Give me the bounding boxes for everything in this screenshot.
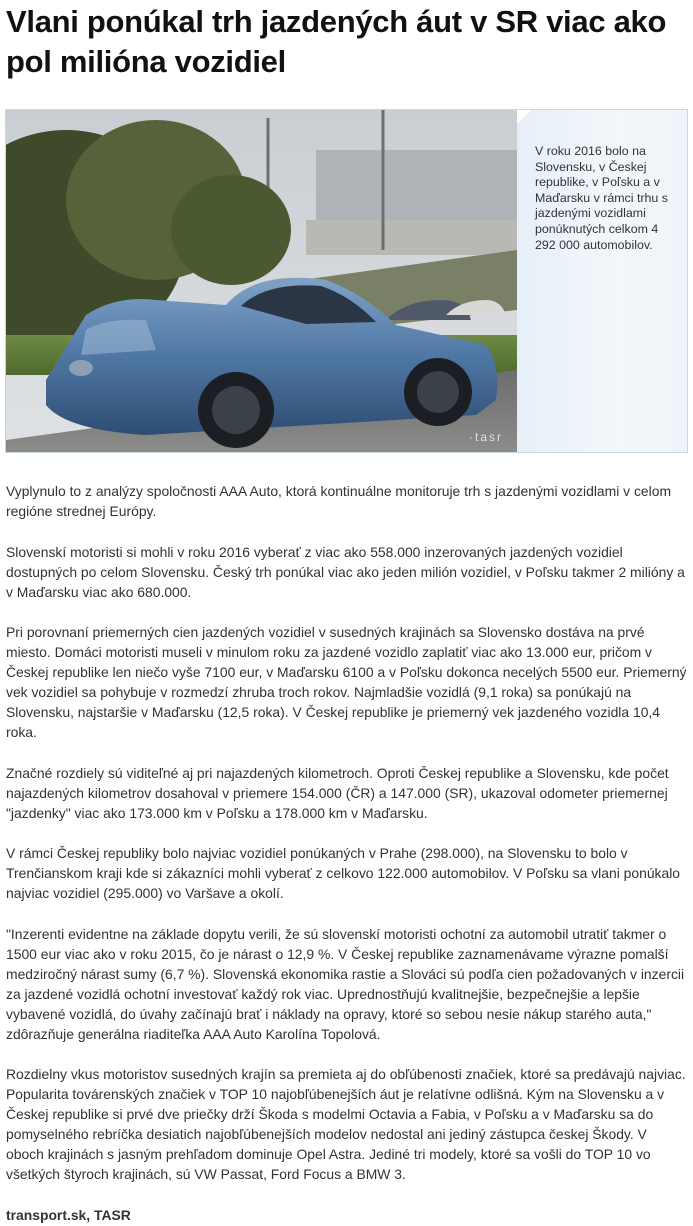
article-paragraph: Slovenskí motoristi si mohli v roku 2016 vyberať z viac ako 558.000 inzerovaných jazdených vozidiel dostupných po celom Slovensku. Český trh ponúkal viac ako jeden milión vozidiel, v Poľsku takmer 2 milióny a v Maďarsku viac ako 680.000. <box>6 543 685 600</box>
article-paragraph: Pri porovnaní priemerných cien jazdených vozidiel v susedných krajinách sa Slovensko dostáva na prvé miesto. Domáci motoristi museli v minulom roku za jazdené vozidlo zaplatiť viac ako 13.000 eur, pričom v Českej republike len niečo vyše 7100 eur, v Maďarsku 6100 a v Poľsku dokonca necelých 5500 eur. Priemerný vek vozidiel sa pohybuje v rozmedzí zhruba troch rokov. Najmladšie vozidlá (9,1 roka) sa ponúkajú na Slovensku, najstaršie v Maďarsku (12,5 roka). V Českej republike je priemerný vek jazdeného vozidla 10,4 roka. <box>6 624 687 740</box>
article-photo[interactable] <box>6 110 517 452</box>
caption-fold-decoration <box>517 110 531 124</box>
article-headline: Vlani ponúkal trh jazdených áut v SR viac ako pol milióna vozidiel <box>6 4 667 79</box>
article-source: transport.sk, TASR <box>6 1206 131 1223</box>
article-paragraph: V rámci Českej republiky bolo najviac vozidiel ponúkaných v Prahe (298.000), na Slovensku to bolo v Trenčianskom kraji kde si zákazníci mohli vyberať z celkovo 122.000 automobilov. V Poľsku sa vlani ponúkalo najviac vozidiel (295.000) vo Varšave a okolí. <box>6 845 681 901</box>
image-caption-panel <box>517 110 687 452</box>
article-paragraph: "Inzerenti evidentne na základe dopytu verili, že sú slovenskí motoristi ochotní za automobil utratiť takmer o 1500 eur viac ako v roku 2015, čo je nárast o 12,9 %. V Českej republike zaznamenávame výrazne pomalší medziročný nárast sumy (6,7 %). Slovenská ekonomika rastie a Slováci sú podľa cien požadovaných v inzercii za jazdené vozidlá ochotní investovať každý rok viac. Uprednostňujú kvalitnejšie, bezpečnejšie a lepšie vybavené vozidlá, do úvahy začínajú brať i náklady na opravy, ktoré so sebou nesie nákup starého auta," zdôrazňuje generálna riaditeľka AAA Auto Karolína Topolová. <box>6 925 685 1042</box>
article-body <box>6 481 688 1225</box>
article-paragraph: Značné rozdiely sú viditeľné aj pri najazdených kilometroch. Oproti Českej republike a Slovensku, kde počet najazdených kilometrov dosahoval v priemere 154.000 (ČR) a 147.000 (SR), ukazoval odometer priemernej "jazdenky" viac ako 173.000 km v Poľsku a 178.000 km v Maďarsku. <box>6 764 669 821</box>
image-caption: V roku 2016 bolo na Slovensku, v Českej republike, v Poľsku a v Maďarsku v rámci trhu s jazdenými vozidlami ponúknutých celkom 4 292 000 automobilov. <box>535 144 668 252</box>
article-paragraph: Rozdielny vkus motoristov susedných krajín sa premieta aj do obľúbenosti značiek, ktoré sa predávajú najviac. Popularita továrenských značiek v TOP 10 najobľúbenejších áut je relatívne odlišná. Kým na Slovensku a v Českej republike si prvé dve priečky drží Škoda s modelmi Octavia a Fabia, v Poľsku a v Maďarsku sa do pomyselného rebríčka desiatich najobľúbenejších modelov nedostal ani jediný zástupca českej Škody. V oboch krajinách s jasným prehľadom dominuje Opel Astra. Jediné tri modely, ktoré sa vošli do TOP 10 vo všetkých štyroch krajinách, sú VW Passat, Ford Focus a BMW 3. <box>6 1066 686 1182</box>
article-figure <box>5 109 688 453</box>
car-photo-illustration <box>6 110 517 452</box>
photo-credit: ·tasr <box>469 430 503 444</box>
article-paragraph: Vyplynulo to z analýzy spoločnosti AAA Auto, ktorá kontinuálne monitoruje trh s jazdenými vozidlami v celom regióne strednej Európy. <box>6 483 672 519</box>
